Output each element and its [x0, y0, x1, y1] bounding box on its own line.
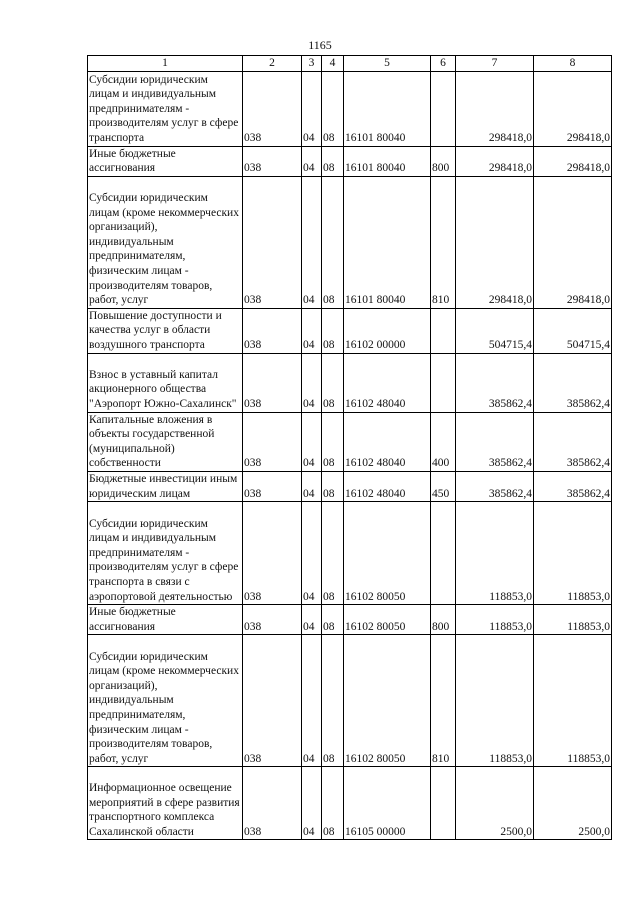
ministry-code-cell: 038 [243, 502, 302, 605]
amount-cell-col7: 2500,0 [456, 767, 534, 840]
amount-cell-col7: 504715,4 [456, 308, 534, 353]
ministry-code-cell: 038 [243, 308, 302, 353]
target-article-cell: 16102 80050 [344, 635, 431, 767]
amount-cell-col8: 2500,0 [534, 767, 612, 840]
target-article-cell: 16102 48040 [344, 353, 431, 412]
row-name-cell: Капитальные вложения в объекты государственной (муниципальной) собственности [88, 412, 243, 471]
ministry-code-cell: 038 [243, 353, 302, 412]
amount-cell-col8: 118853,0 [534, 635, 612, 767]
subsection-cell: 08 [322, 146, 344, 176]
amount-cell-col7: 385862,4 [456, 471, 534, 501]
expense-type-cell: 800 [431, 146, 456, 176]
column-header-row [88, 56, 612, 72]
target-article-cell: 16102 00000 [344, 308, 431, 353]
amount-cell-col8: 298418,0 [534, 146, 612, 176]
section-cell: 04 [302, 605, 322, 635]
expense-type-cell [431, 353, 456, 412]
expense-type-cell [431, 502, 456, 605]
section-cell: 04 [302, 767, 322, 840]
table-row [88, 71, 612, 146]
subsection-cell: 08 [322, 502, 344, 605]
target-article-cell: 16102 80050 [344, 605, 431, 635]
amount-cell-col8: 118853,0 [534, 502, 612, 605]
section-cell: 04 [302, 412, 322, 471]
ministry-code-cell: 038 [243, 767, 302, 840]
amount-cell-col8: 118853,0 [534, 605, 612, 635]
table-row [88, 767, 612, 840]
amount-cell-col8: 298418,0 [534, 71, 612, 146]
section-cell: 04 [302, 353, 322, 412]
table-row [88, 176, 612, 308]
row-name-cell: Иные бюджетные ассигнования [88, 146, 243, 176]
row-name-cell: Субсидии юридическим лицам и индивидуальным предпринимателям - производителям услуг в сфере транспорта в связи с аэропортовой деятельностью [88, 502, 243, 605]
row-name-cell: Иные бюджетные ассигнования [88, 605, 243, 635]
amount-cell-col7: 385862,4 [456, 353, 534, 412]
ministry-code-cell: 038 [243, 471, 302, 501]
expense-type-cell: 450 [431, 471, 456, 501]
section-cell: 04 [302, 635, 322, 767]
table-row [88, 353, 612, 412]
table-row [88, 605, 612, 635]
row-name-cell: Бюджетные инвестиции иным юридическим лицам [88, 471, 243, 501]
section-cell: 04 [302, 308, 322, 353]
ministry-code-cell: 038 [243, 412, 302, 471]
subsection-cell: 08 [322, 412, 344, 471]
page-number: 1165 [308, 38, 332, 52]
target-article-cell: 16101 80040 [344, 71, 431, 146]
ministry-code-cell: 038 [243, 605, 302, 635]
expense-type-cell [431, 767, 456, 840]
amount-cell-col8: 385862,4 [534, 412, 612, 471]
section-cell: 04 [302, 146, 322, 176]
target-article-cell: 16101 80040 [344, 146, 431, 176]
expense-type-cell: 810 [431, 635, 456, 767]
subsection-cell: 08 [322, 471, 344, 501]
row-name-cell: Субсидии юридическим лицам (кроме некоммерческих организаций), индивидуальным предпринимателям, физическим лицам - производителям товаров, работ, услуг [88, 176, 243, 308]
target-article-cell: 16101 80040 [344, 176, 431, 308]
amount-cell-col7: 298418,0 [456, 146, 534, 176]
target-article-cell: 16102 48040 [344, 412, 431, 471]
amount-cell-col7: 118853,0 [456, 605, 534, 635]
amount-cell-col7: 298418,0 [456, 176, 534, 308]
column-header: 7 [456, 56, 534, 72]
section-cell: 04 [302, 71, 322, 146]
column-header: 2 [243, 56, 302, 72]
target-article-cell: 16102 48040 [344, 471, 431, 501]
column-header: 4 [322, 56, 344, 72]
section-cell: 04 [302, 502, 322, 605]
amount-cell-col8: 385862,4 [534, 471, 612, 501]
subsection-cell: 08 [322, 308, 344, 353]
ministry-code-cell: 038 [243, 176, 302, 308]
expense-type-cell: 800 [431, 605, 456, 635]
column-header: 8 [534, 56, 612, 72]
amount-cell-col7: 118853,0 [456, 502, 534, 605]
amount-cell-col8: 504715,4 [534, 308, 612, 353]
column-header: 1 [88, 56, 243, 72]
subsection-cell: 08 [322, 353, 344, 412]
section-cell: 04 [302, 471, 322, 501]
subsection-cell: 08 [322, 635, 344, 767]
column-header: 3 [302, 56, 322, 72]
target-article-cell: 16102 80050 [344, 502, 431, 605]
table-row [88, 502, 612, 605]
amount-cell-col7: 298418,0 [456, 71, 534, 146]
expense-type-cell [431, 71, 456, 146]
row-name-cell: Повышение доступности и качества услуг в области воздушного транспорта [88, 308, 243, 353]
subsection-cell: 08 [322, 767, 344, 840]
subsection-cell: 08 [322, 176, 344, 308]
amount-cell-col8: 385862,4 [534, 353, 612, 412]
expense-type-cell [431, 308, 456, 353]
subsection-cell: 08 [322, 71, 344, 146]
expense-type-cell: 810 [431, 176, 456, 308]
row-name-cell: Субсидии юридическим лицам и индивидуальным предпринимателям - производителям услуг в сфере транспорта [88, 71, 243, 146]
row-name-cell: Субсидии юридическим лицам (кроме некоммерческих организаций), индивидуальным предпринимателям, физическим лицам - производителям товаров, работ, услуг [88, 635, 243, 767]
amount-cell-col7: 118853,0 [456, 635, 534, 767]
column-header: 5 [344, 56, 431, 72]
table-row [88, 471, 612, 501]
table-row [88, 412, 612, 471]
table-row [88, 635, 612, 767]
ministry-code-cell: 038 [243, 146, 302, 176]
expense-type-cell: 400 [431, 412, 456, 471]
budget-table [87, 55, 612, 840]
section-cell: 04 [302, 176, 322, 308]
target-article-cell: 16105 00000 [344, 767, 431, 840]
table-row [88, 146, 612, 176]
row-name-cell: Взнос в уставный капитал акционерного общества "Аэропорт Южно-Сахалинск" [88, 353, 243, 412]
subsection-cell: 08 [322, 605, 344, 635]
column-header: 6 [431, 56, 456, 72]
amount-cell-col7: 385862,4 [456, 412, 534, 471]
row-name-cell: Информационное освещение мероприятий в сфере развития транспортного комплекса Сахалинской области [88, 767, 243, 840]
amount-cell-col8: 298418,0 [534, 176, 612, 308]
ministry-code-cell: 038 [243, 635, 302, 767]
ministry-code-cell: 038 [243, 71, 302, 146]
table-row [88, 308, 612, 353]
